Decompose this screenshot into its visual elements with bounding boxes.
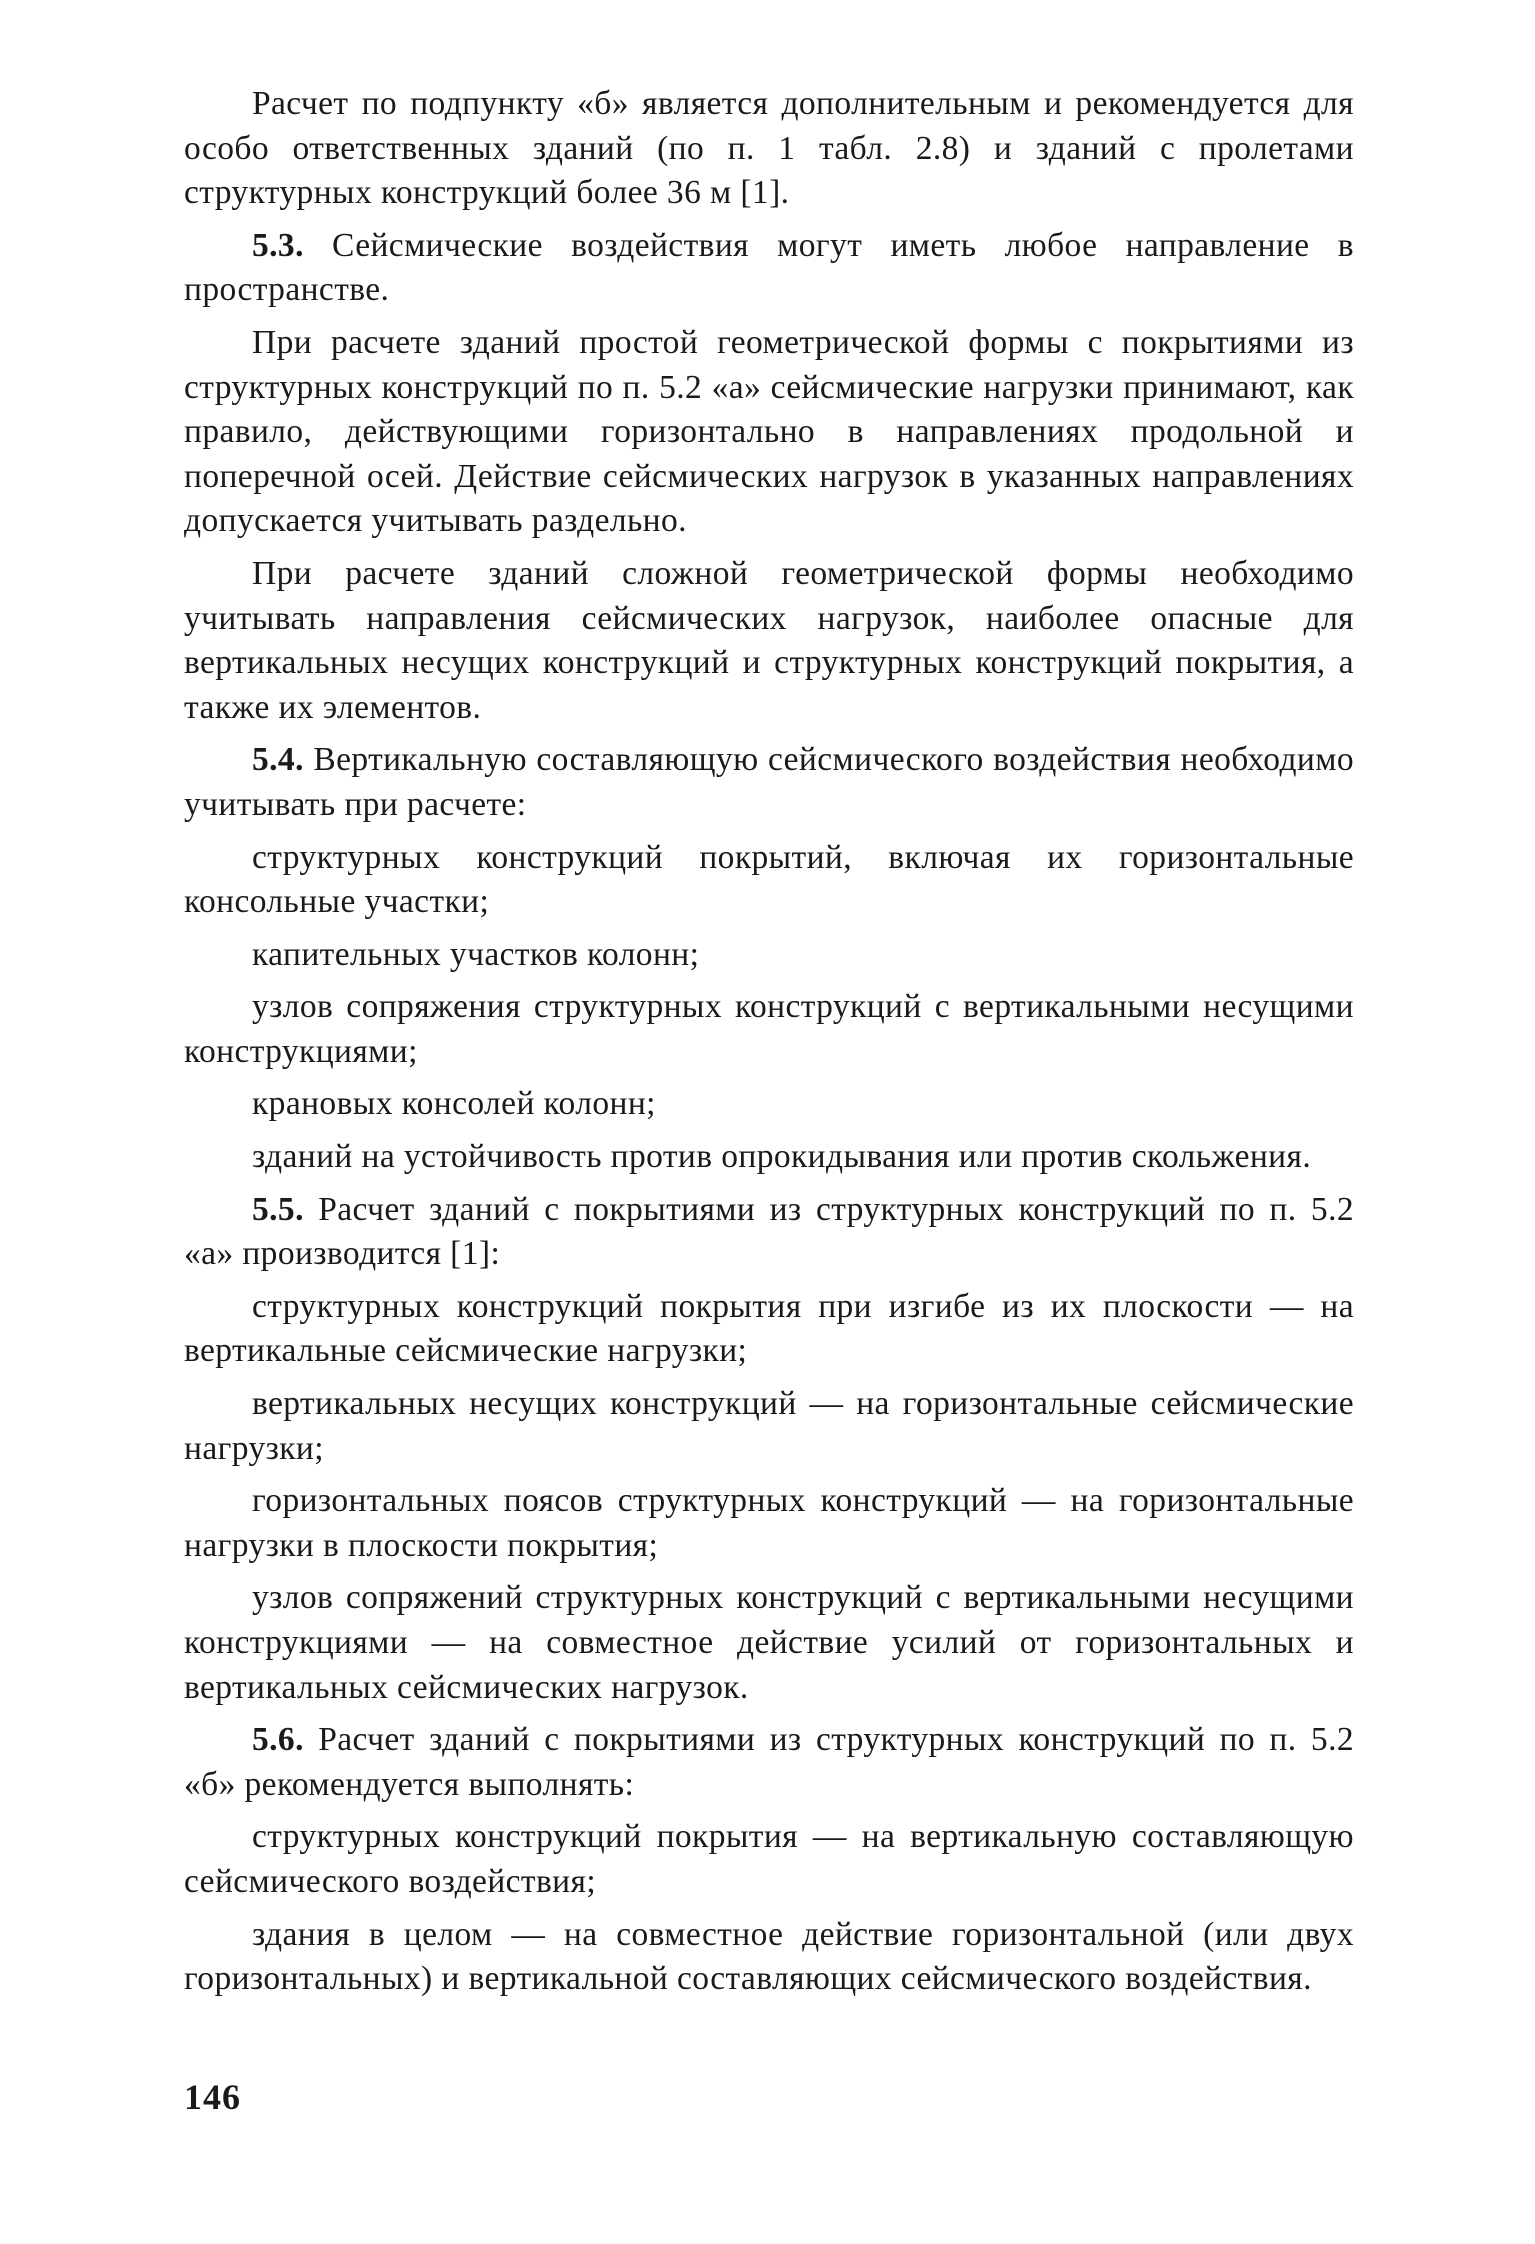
list-item [184,933,1354,978]
list-item [184,985,1354,1074]
paragraph [184,321,1354,544]
section-number: 5.3. [252,226,304,264]
paragraph-text: узлов сопряжений структурных конструкций с вертикальными несущими конструкциями — на совместное действие усилий от горизонтальных и вертикальных сейсмических нагрузок. [184,1579,1354,1706]
paragraph [184,1718,1354,1807]
paragraph-text: вертикальных несущих конструкций — на горизонтальные сейсмические нагрузки; [184,1385,1354,1467]
paragraph-text: капительных участков колонн; [252,935,700,973]
list-item [184,836,1354,925]
section-number: 5.5. [252,1190,304,1228]
paragraph [184,1188,1354,1277]
list-item [184,1285,1354,1374]
section-number: 5.4. [252,741,304,779]
list-item [184,1479,1354,1568]
list-item [184,1815,1354,1904]
paragraph-text: структурных конструкций покрытия — на вертикальную составляющую сейсмического воздействия; [184,1818,1354,1900]
list-item [184,1082,1354,1127]
document-body [184,82,1354,2010]
paragraph-text: структурных конструкций покрытия при изгибе из их плоскости — на вертикальные сейсмические нагрузки; [184,1287,1354,1370]
paragraph-text: крановых консолей колонн; [252,1085,656,1123]
paragraph [184,738,1354,827]
list-item [184,1382,1354,1471]
paragraph-text: зданий на устойчивость против опрокидывания или против скольжения. [252,1138,1312,1176]
paragraph-text: здания в целом — на совместное действие горизонтальной (или двух горизонтальных) и вертикальной составляющих сейсмического воздействия. [184,1915,1354,1998]
page-number: 146 [184,2077,241,2117]
paragraph-text: Расчет зданий с покрытиями из структурных конструкций по п. 5.2 «а» производится [1]: [184,1190,1354,1273]
paragraph-text: узлов сопряжения структурных конструкций с вертикальными несущими конструкциями; [184,988,1354,1070]
paragraph-text: При расчете зданий простой геометрической формы с покрытиями из структурных конструкций по п. 5.2 «а» сейсмические нагрузки принимают, как правило, действующими горизонтально в направлениях продольной и поперечной осей. Действие сейсмических нагрузок в указанных направлениях допускается учитывать раздельно. [184,323,1354,540]
paragraph [184,552,1354,730]
section-number: 5.6. [252,1721,304,1759]
paragraph-text: Вертикальную составляющую сейсмического воздействия необходимо учитывать при расчете: [184,741,1354,823]
paragraph-text: Расчет по подпункту «б» является дополнительным и рекомендуется для особо ответственных зданий (по п. 1 табл. 2.8) и зданий с пролетами структурных конструкций более 36 м [1]. [184,85,1354,212]
list-item [184,1913,1354,2002]
paragraph-text: горизонтальных поясов структурных конструкций — на горизонтальные нагрузки в плоскости покрытия; [184,1482,1354,1564]
paragraph [184,82,1354,216]
paragraph-text: структурных конструкций покрытий, включая их горизонтальные консольные участки; [184,838,1354,921]
list-item [184,1576,1354,1710]
paragraph [184,224,1354,313]
paragraph-text: Сейсмические воздействия могут иметь любое направление в пространстве. [184,226,1354,309]
paragraph-text: Расчет зданий с покрытиями из структурных конструкций по п. 5.2 «б» рекомендуется выполнять: [184,1721,1354,1803]
paragraph-text: При расчете зданий сложной геометрической формы необходимо учитывать направления сейсмических нагрузок, наиболее опасные для вертикальных несущих конструкций и структурных конструкций покрытия, а также их элементов. [184,554,1354,726]
list-item [184,1135,1354,1180]
